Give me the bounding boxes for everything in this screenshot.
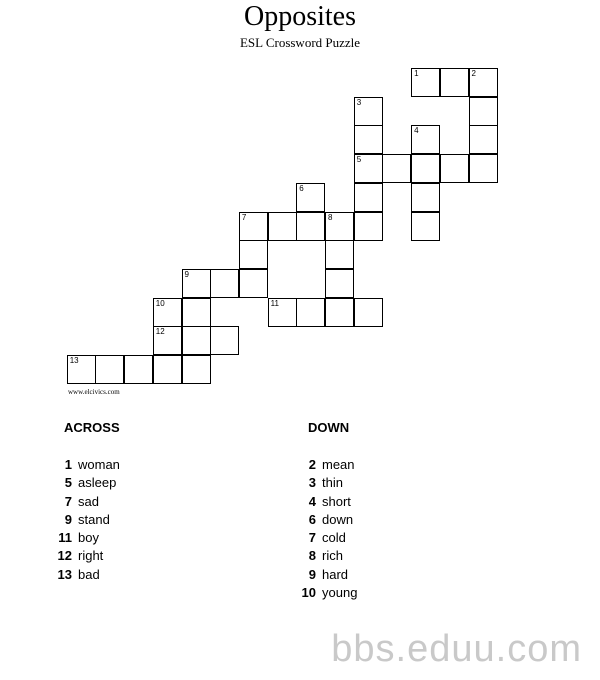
crossword-cell[interactable]	[325, 240, 354, 269]
clue-text: bad	[78, 566, 100, 582]
clue-text: down	[322, 511, 354, 527]
clue-text: right	[78, 548, 104, 564]
clue-number: 6	[308, 511, 316, 527]
crossword-cell[interactable]	[153, 355, 182, 384]
cell-number: 13	[69, 356, 79, 365]
crossword-cell[interactable]	[325, 298, 354, 327]
cell-number: 11	[270, 298, 279, 308]
crossword-cell[interactable]	[354, 298, 383, 327]
clue-item	[56, 493, 120, 511]
clue-item	[56, 474, 120, 492]
crossword-cell[interactable]	[296, 212, 325, 241]
crossword-cell[interactable]	[469, 154, 498, 183]
crossword-cell[interactable]	[124, 355, 153, 384]
crossword-cell[interactable]	[382, 154, 411, 183]
clue-item	[300, 547, 357, 565]
crossword-cell[interactable]	[268, 298, 297, 327]
clue-text: cold	[322, 530, 346, 546]
crossword-cell[interactable]	[411, 68, 440, 97]
crossword-cell[interactable]	[354, 212, 383, 241]
clue-item	[56, 456, 120, 474]
clue-item	[56, 547, 120, 565]
clue-item	[56, 529, 120, 547]
crossword-cell[interactable]	[411, 125, 440, 154]
clue-text: mean	[322, 457, 355, 472]
crossword-cell[interactable]	[153, 326, 182, 355]
crossword-cell[interactable]	[210, 326, 239, 355]
crossword-cell[interactable]	[469, 125, 498, 154]
crossword-cell[interactable]	[182, 326, 211, 355]
clue-text: thin	[322, 475, 343, 491]
crossword-cell[interactable]	[153, 298, 182, 327]
crossword-cell[interactable]	[210, 269, 239, 298]
crossword-cell[interactable]	[239, 212, 268, 241]
crossword-cell[interactable]	[469, 68, 498, 97]
crossword-cell[interactable]	[354, 97, 383, 126]
cell-number: 12	[155, 327, 165, 337]
cell-number: 1	[414, 69, 419, 78]
puzzle-title: Opposites	[244, 1, 356, 32]
crossword-cell[interactable]	[354, 183, 383, 212]
crossword-cell[interactable]	[67, 355, 96, 384]
crossword-cell[interactable]	[182, 298, 211, 327]
clue-text: hard	[322, 566, 349, 582]
cell-number: 6	[299, 183, 304, 193]
clue-number: 13	[57, 566, 72, 582]
crossword-cell[interactable]	[354, 154, 383, 183]
clue-text: woman	[78, 457, 120, 472]
crossword-cell[interactable]	[469, 97, 498, 126]
cell-number: 3	[356, 97, 362, 107]
clue-number: 1	[64, 457, 72, 472]
crossword-cell[interactable]	[95, 355, 124, 384]
clue-number: 7	[64, 493, 72, 509]
crossword-cell[interactable]	[325, 269, 354, 298]
cell-number: 5	[356, 155, 362, 165]
crossword-cell[interactable]	[354, 125, 383, 154]
cell-number: 8	[328, 212, 333, 222]
clue-item	[300, 474, 357, 492]
crossword-cell[interactable]	[182, 355, 211, 384]
clue-item	[56, 511, 120, 529]
clue-number: 11	[58, 530, 72, 546]
clue-item	[300, 529, 357, 547]
clue-number: 4	[308, 493, 316, 509]
cell-number: 7	[241, 212, 247, 222]
crossword-cell[interactable]	[239, 269, 268, 298]
clue-item	[300, 566, 357, 584]
crossword-cell[interactable]	[182, 269, 211, 298]
clue-text: young	[322, 585, 358, 601]
crossword-cell[interactable]	[411, 183, 440, 212]
puzzle-subtitle: ESL Crossword Puzzle	[239, 35, 361, 50]
clue-number: 10	[301, 585, 316, 601]
clue-number: 7	[308, 530, 316, 546]
cell-number: 10	[155, 298, 165, 308]
across-clue-list	[56, 456, 120, 584]
clue-number: 9	[308, 566, 316, 582]
crossword-cell[interactable]	[411, 154, 440, 183]
clue-number: 12	[57, 548, 72, 564]
clue-text: stand	[78, 511, 110, 527]
crossword-cell[interactable]	[411, 212, 440, 241]
clue-text: asleep	[78, 475, 117, 491]
crossword-cell[interactable]	[268, 212, 297, 241]
clue-item	[300, 456, 357, 474]
down-clue-list	[300, 456, 357, 602]
watermark: bbs.eduu.com	[331, 628, 582, 670]
crossword-cell[interactable]	[296, 183, 325, 212]
crossword-cell[interactable]	[296, 298, 325, 327]
clue-item	[300, 493, 357, 511]
clue-number: 2	[308, 457, 316, 472]
across-heading: ACROSS	[64, 420, 120, 435]
clue-number: 5	[64, 475, 72, 491]
crossword-cell[interactable]	[440, 68, 469, 97]
down-heading: DOWN	[308, 420, 350, 435]
clue-number: 9	[64, 511, 72, 527]
clue-text: boy	[78, 530, 99, 546]
crossword-cell[interactable]	[325, 212, 354, 241]
cell-number: 4	[414, 126, 419, 136]
crossword-cell[interactable]	[239, 240, 268, 269]
cell-number: 2	[471, 69, 476, 78]
clue-item	[300, 584, 357, 602]
clue-text: short	[322, 493, 351, 509]
clue-item	[300, 511, 357, 529]
clue-item	[56, 566, 120, 584]
clue-text: sad	[78, 493, 99, 509]
clue-text: rich	[322, 548, 343, 564]
clue-number: 8	[308, 548, 316, 564]
credit-url: www.elcivics.com	[68, 388, 120, 396]
crossword-cell[interactable]	[440, 154, 469, 183]
cell-number: 9	[184, 269, 189, 279]
clue-number: 3	[308, 475, 316, 491]
